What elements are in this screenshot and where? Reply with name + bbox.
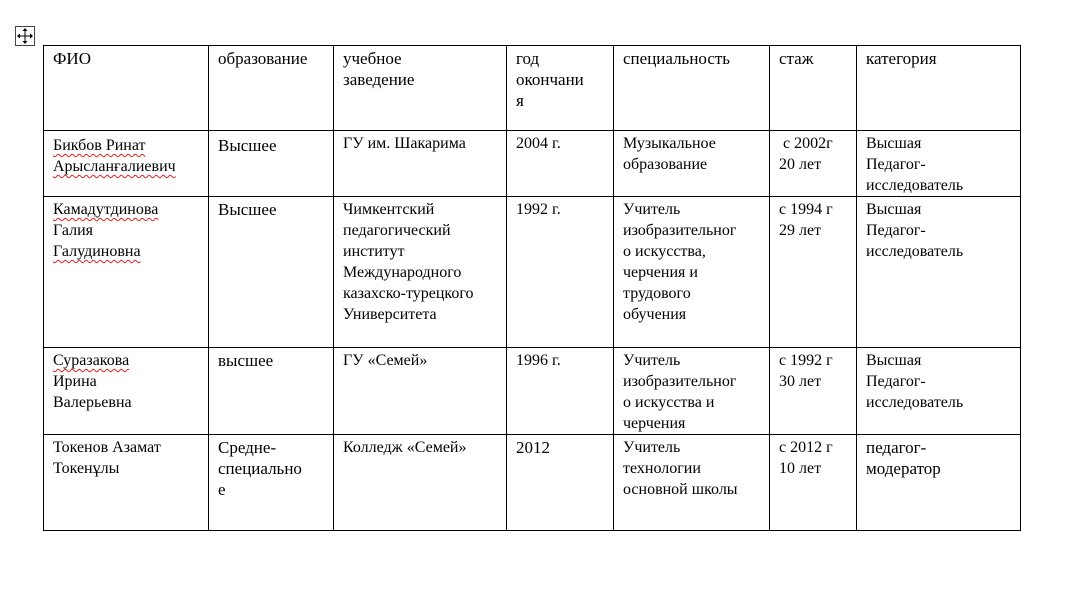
cell-institution: ГУ им. Шакарима <box>334 131 507 197</box>
cell-specialty: Музыкальное образование <box>614 131 770 197</box>
table-row <box>44 348 1021 435</box>
cell-specialty: Учитель изобразительног о искусства и черчения <box>614 348 770 435</box>
cell-education: Средне- специально е <box>209 435 334 531</box>
cell-institution: ГУ «Семей» <box>334 348 507 435</box>
cell-year: 1996 г. <box>507 348 614 435</box>
table-row <box>44 131 1021 197</box>
table-header-row <box>44 46 1021 131</box>
cell-education: высшее <box>209 348 334 435</box>
header-category: категория <box>857 46 1021 131</box>
header-experience: стаж <box>770 46 857 131</box>
table-row <box>44 435 1021 531</box>
table-row <box>44 197 1021 348</box>
cell-fio: Суразакова Ирина Валерьевна <box>44 348 209 435</box>
cell-specialty: Учитель изобразительног о искусства, черчения и трудового обучения <box>614 197 770 348</box>
cell-fio: Токенов Азамат Токенұлы <box>44 435 209 531</box>
cell-experience: с 2002г 20 лет <box>770 131 857 197</box>
cell-education: Высшее <box>209 131 334 197</box>
cell-specialty: Учитель технологии основной школы <box>614 435 770 531</box>
cell-experience: с 1994 г 29 лет <box>770 197 857 348</box>
header-institution: учебное заведение <box>334 46 507 131</box>
staff-table <box>43 45 1021 531</box>
header-education: образование <box>209 46 334 131</box>
cell-category: Высшая Педагог- исследователь <box>857 348 1021 435</box>
cell-year: 2004 г. <box>507 131 614 197</box>
cell-category: Высшая Педагог- исследователь <box>857 131 1021 197</box>
header-specialty: специальность <box>614 46 770 131</box>
cell-institution: Колледж «Семей» <box>334 435 507 531</box>
cell-fio: Камадутдинова Галия Галудиновна <box>44 197 209 348</box>
cell-experience: с 1992 г 30 лет <box>770 348 857 435</box>
cell-year: 1992 г. <box>507 197 614 348</box>
cell-experience: с 2012 г 10 лет <box>770 435 857 531</box>
cell-category: Высшая Педагог- исследователь <box>857 197 1021 348</box>
table-move-handle-icon[interactable] <box>15 26 35 46</box>
header-year: год окончани я <box>507 46 614 131</box>
header-fio: ФИО <box>44 46 209 131</box>
cell-education: Высшее <box>209 197 334 348</box>
cell-institution: Чимкентский педагогический институт Международного казахско-турецкого Университета <box>334 197 507 348</box>
cell-fio: Бикбов Ринат Арысланғалиевич <box>44 131 209 197</box>
cell-category: педагог- модератор <box>857 435 1021 531</box>
cell-year: 2012 <box>507 435 614 531</box>
